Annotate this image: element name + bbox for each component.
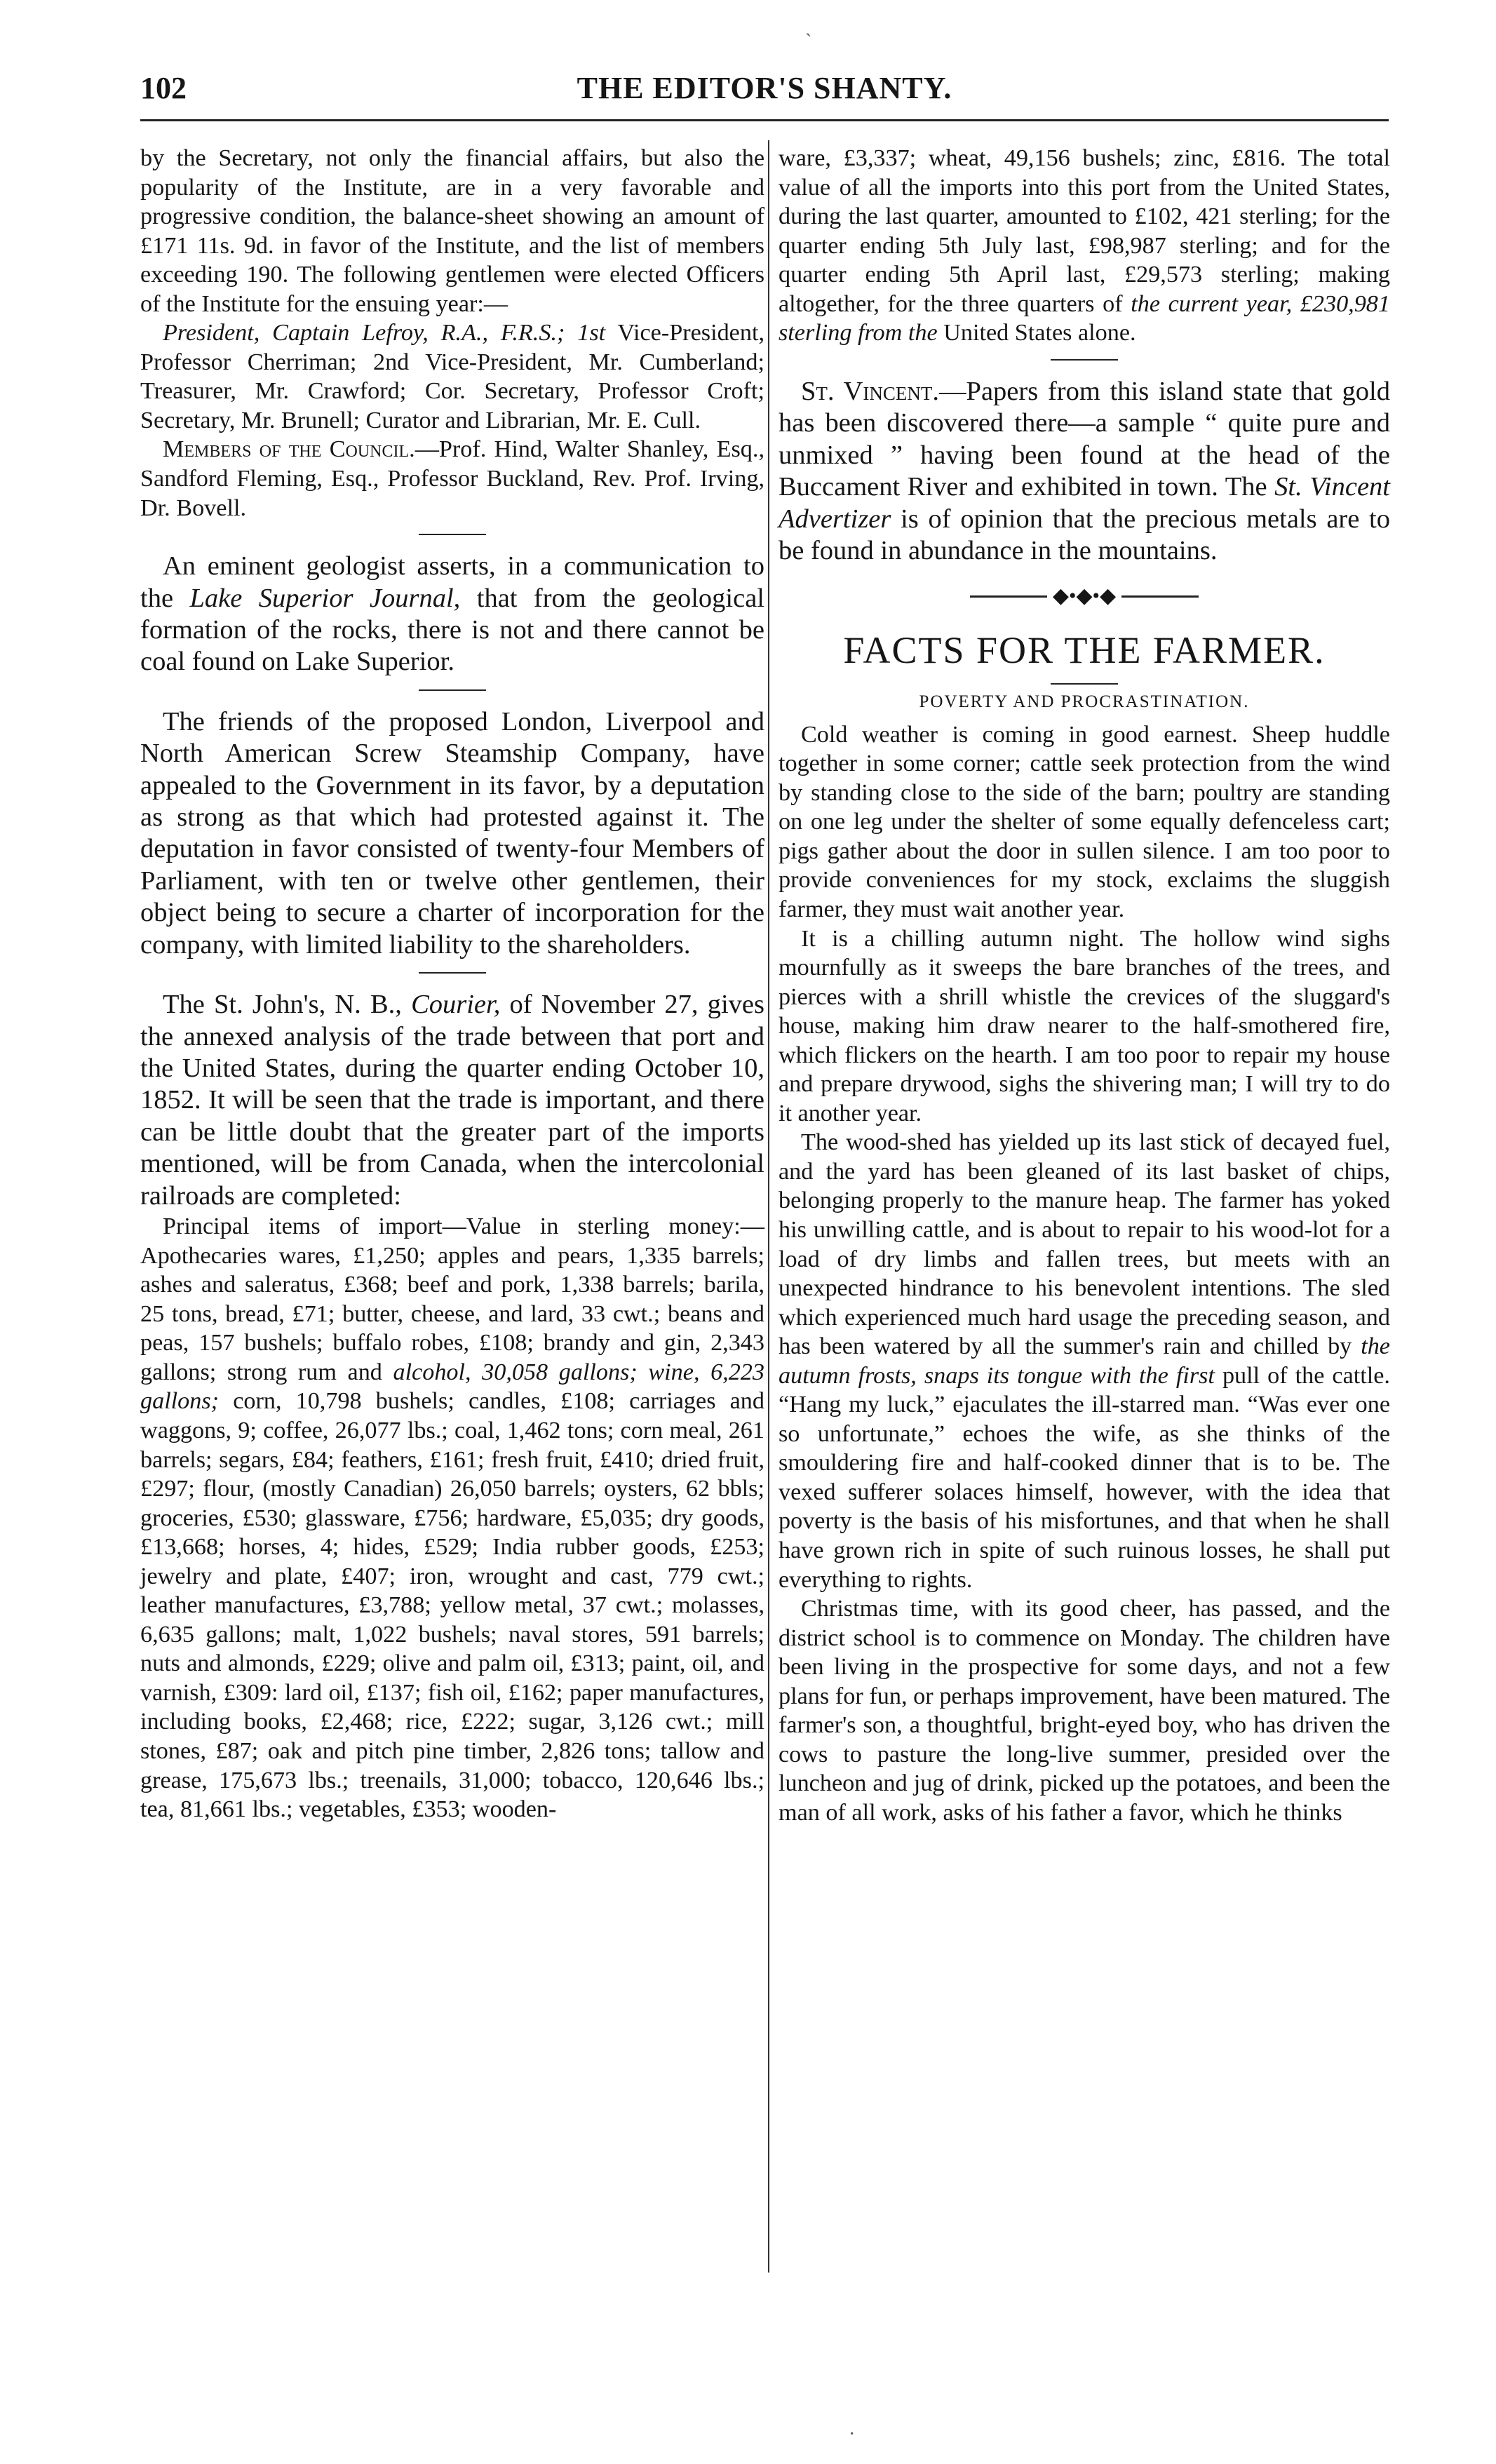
ornament-divider bbox=[779, 582, 1390, 609]
imports-continued-paragraph: ware, £3,337; wheat, 49,156 bushels; zinc, £816. The total value of all the imports into this port from the United States, during the last quarter, amounted to £102, 421 sterling; for the quarter ending 5th July last, £98,987 sterling; and for the quarter ending 5th April last, £29,573 sterling; making altogether, for the three quarters of the current year, £230,981 sterling from the United States alone. bbox=[779, 145, 1390, 346]
farmer-paragraph-2: It is a chilling autumn night. The hollow wind sighs mournfully as it sweeps the bare branches of the trees, and pierces with a shrill whistle the crevices of the sluggard's house, making him draw nearer to the half-smothered fire, which flickers on the hearth. I am too poor to repair my house and prepare drywood, sighs the shivering man; I will try to do it another year. bbox=[779, 925, 1390, 1126]
geologist-paragraph: An eminent geologist asserts, in a communication to the Lake Superior Journal, that from the geological formation of the rocks, there is not and there cannot be coal found on Lake Superior. bbox=[140, 551, 764, 677]
header-rule bbox=[140, 119, 1389, 121]
ornament-glyphs: ◆•◆•◆ bbox=[1052, 584, 1117, 608]
section-rule bbox=[1051, 359, 1118, 361]
right-column bbox=[779, 144, 1390, 1827]
running-title: THE EDITOR'S SHANTY. bbox=[577, 71, 952, 105]
section-rule bbox=[419, 534, 486, 535]
left-column bbox=[140, 144, 764, 1824]
farmer-paragraph-3: The wood-shed has yielded up its last stick of decayed fuel, and the yard has been gleaned of its last basket of chips, belonging properly to the manure heap. The farmer has yoked his unwilling cattle, and is about to repair to his wood-lot for a load of dry limbs and fallen trees, but meets with an unexpected hindrance to his benevolent intentions. The sled which experienced much hard usage the preceding season, and has been watered by all the summer's rain and chilled by the autumn frosts, snaps its tongue with the first pull of the cattle. “Hang my luck,” ejaculates the ill-starred man. “Was ever one so unfortunate,” echoes the wife, as she thinks of the smouldering fire and half-cooked dinner that is to be. The vexed sufferer solaces himself, however, with the idea that poverty is the basis of his misfortunes, and that when he shall have grown rich in spite of such ruinous losses, he shall put everything to rights. bbox=[779, 1129, 1390, 1593]
farmer-paragraph-4: Christmas time, with its good cheer, has passed, and the district school is to commence on Monday. The children have been living in the prospective for some days, and not a few plans for fun, or perhaps improvement, have been matured. The farmer's son, a thoughtful, bright-eyed boy, who has driven the cows to pasture the long-live summer, presided over the luncheon and jug of drink, picked up the potatoes, and been the man of all work, asks of his father a favor, which he thinks bbox=[779, 1596, 1390, 1826]
institute-report-paragraph: by the Secretary, not only the financial affairs, but also the popularity of the Institute, are in a very favorable and progressive condition, the balance-sheet showing an amount of £171 11s. 9d. in favor of the Institute, and the list of members exceeding 190. The following gentlemen were elected Officers of the Institute for the ensuing year:— bbox=[140, 145, 764, 317]
officers-paragraph: President, Captain Lefroy, R.A., F.R.S.; 1st Vice-President, Professor Cherriman; 2nd Vice-President, Mr. Cumberland; Treasurer, Mr. Crawford; Cor. Secretary, Professor Croft; Secretary, Mr. Brunell; Curator and Librarian, Mr. E. Cull. bbox=[140, 320, 764, 433]
courier-paragraph: The St. John's, N. B., Courier, of November 27, gives the annexed analysis of the trade between that port and the United States, during the quarter ending October 10, 1852. It will be seen that the trade is important, and there can be little doubt that the greater part of the imports mentioned, will be from Canada, when the intercolonial railroads are completed: bbox=[140, 990, 764, 1211]
print-speck: · bbox=[849, 2423, 856, 2445]
section-rule bbox=[1051, 683, 1118, 685]
farmer-paragraph-1: Cold weather is coming in good earnest. Sheep huddle together in some corner; cattle seek protection from the wind by standing close to the side of the barn; poultry are standing on one leg under the shelter of some equally defenceless cart; pigs gather about the door in sullen silence. I am too poor to provide conveniences for my stock, exclaims the sluggish farmer, they must wait another year. bbox=[779, 721, 1390, 922]
section-rule bbox=[419, 972, 486, 974]
imports-paragraph: Principal items of import—Value in sterling money:—Apothecaries wares, £1,250; apples and pears, 1,335 barrels; ashes and saleratus, £368; beef and pork, 1,338 barrels; barila, 25 tons, bread, £71; butter, cheese, and lard, 33 cwt.; beans and peas, 157 bushels; buffalo robes, £108; brandy and gin, 2,343 gallons; strong rum and alcohol, 30,058 gallons; wine, 6,223 gallons; corn, 10,798 bushels; candles, £108; carriages and waggons, 9; coffee, 26,077 lbs.; coal, 1,462 tons; corn meal, 261 barrels; segars, £84; feathers, £161; fresh fruit, £410; dried fruit, £297; flour, (mostly Canadian) 26,050 barrels; oysters, 62 bbls; groceries, £530; glassware, £756; hardware, £5,035; dry goods, £13,668; horses, 4; hides, £529; India rubber goods, £253; jewelry and plate, £407; iron, wrought and cast, 779 cwt.; leather manufactures, £3,788; yellow metal, 37 cwt.; molasses, 6,635 gallons; malt, 1,022 bushels; naval stores, 591 barrels; nuts and almonds, £229; olive and palm oil, £313; paint, oil, and varnish, £309: lard oil, £137; fish oil, £162; paper manufactures, including books, £2,468; rice, £222; sugar, 3,126 cwt.; mill stones, £87; oak and pitch pine timber, 2,826 tons; tallow and grease, 175,673 lbs.; treenails, 31,000; tobacco, 120,646 lbs.; tea, 81,661 lbs.; vegetables, £353; wooden- bbox=[140, 1213, 764, 1823]
page-header bbox=[140, 70, 1389, 119]
council-paragraph: Members of the Council.—Prof. Hind, Walter Shanley, Esq., Sandford Fleming, Esq., Professor Buckland, Rev. Prof. Irving, Dr. Bovell. bbox=[140, 436, 764, 521]
st-vincent-paragraph: St. Vincent.—Papers from this island state that gold has been discovered there—a sample “ quite pure and unmixed ” having been found at the head of the Buccament River and exhibited in town. The St. Vincent Advertizer is of opinion that the precious metals are to be found in abundance in the mountains. bbox=[779, 376, 1390, 565]
article-subtitle: POVERTY AND PROCRASTINATION. bbox=[919, 692, 1250, 712]
print-speck: ˏ bbox=[805, 15, 812, 37]
page-number: 102 bbox=[140, 71, 187, 105]
section-rule bbox=[419, 689, 486, 691]
column-divider bbox=[768, 140, 769, 2273]
steamship-paragraph: The friends of the proposed London, Liverpool and North American Screw Steamship Company, have appealed to the Government in its favor, by a deputation as strong as that which had protested against it. The deputation in favor consisted of twenty-four Members of Parliament, with ten or twelve other gentlemen, their object being to secure a charter of incorporation for the company, with limited liability to the shareholders. bbox=[140, 706, 764, 960]
section-title: FACTS FOR THE FARMER. bbox=[843, 628, 1326, 671]
